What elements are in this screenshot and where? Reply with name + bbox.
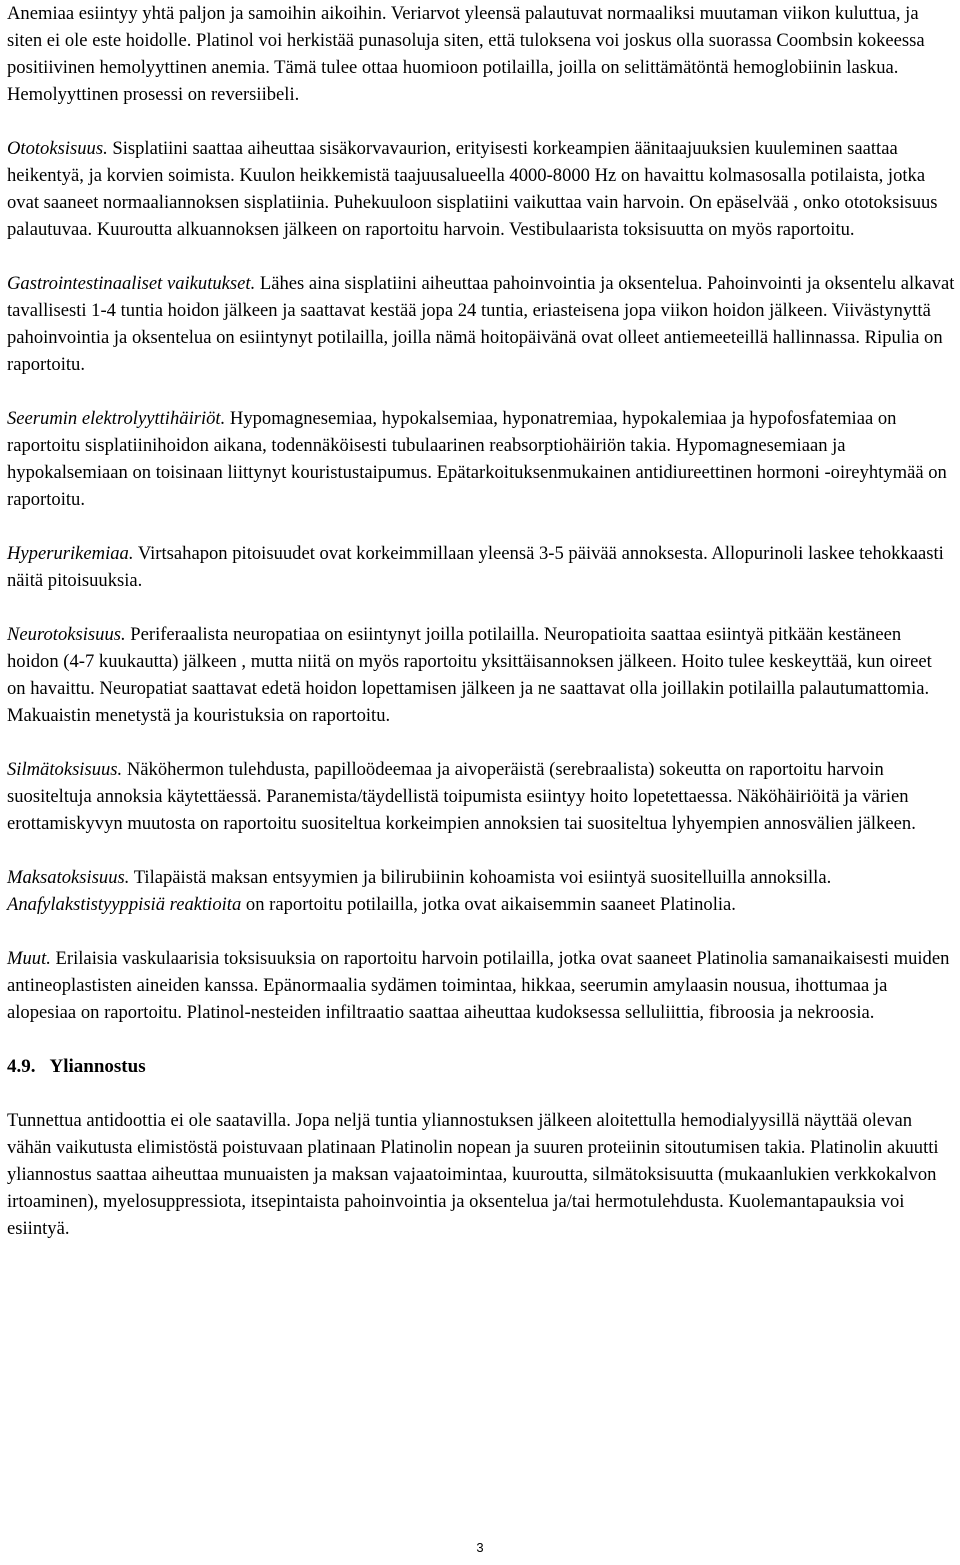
section-text: Näköhermon tulehdusta, papilloödeemaa ja aivoperäistä (serebraalista) sokeutta on raportoitu harvoin suositeltuja annoksia käytettäessä. Paranemista/täydellistä toipumista esiintyy hoito lopetettaessa. Näköhäiriöitä ja värien erottamiskyvyn muutosta on raportoitu suositeltua korkeimpien annoksien tai suositeltua lyhyempien annosvälien jälkeen. — [7, 759, 916, 834]
section-hepatotoxicity — [7, 864, 955, 891]
section-title: Anafylakstistyyppisiä reaktioita — [7, 894, 242, 915]
heading-number: 4.9. — [7, 1056, 36, 1077]
section-title: Gastrointestinaaliset vaikutukset. — [7, 273, 256, 294]
section-title: Ototoksisuus. — [7, 138, 108, 159]
section-title: Muut. — [7, 948, 51, 969]
overdose-paragraph: Tunnettua antidoottia ei ole saatavilla. Jopa neljä tuntia yliannostuksen jälkeen aloitettulla hemodialyysillä näyttää olevan vähän vaikutusta elimistöstä poistuvaan platinaan Platinolin nopean ja suuren proteiinin sitoutumisen takia. Platinolin akuutti yliannostus saattaa aiheuttaa munuaisten ja maksan vajaatoimintaa, kuuroutta, silmätoksisuutta (mukaanlukien verkkokalvon irtoaminen), myelosuppressiota, itsepintaista pahoinvointia ja oksentelua ja/tai hermotulehdusta. Kuolemantapauksia voi esiintyä. — [7, 1110, 939, 1239]
section-ototoxicity — [7, 135, 955, 243]
section-text: Erilaisia vaskulaarisia toksisuuksia on raportoitu harvoin potilailla, jotka ovat saaneet Platinolia samanaikaisesti muiden antineoplastisten aineiden kanssa. Epänormaalia sydämen toimintaa, hikkaa, seerumin amylaasin nousua, ihottumaa ja alopesiaa on raportoitu. Platinol-nesteiden infiltraatio saattaa aiheuttaa kudoksessa selluliittia, fibroosia ja nekroosia. — [7, 948, 950, 1023]
section-text: Hypomagnesemiaa, hypokalsemiaa, hyponatremiaa, hypokalemiaa ja hypofosfatemiaa on raportoitu sisplatiinihoidon aikana, todennäköisesti tubulaarinen reabsorptiohäiriön takia. Hypomagnesemiaan ja hypokalsemiaan on toisinaan liittynyt kouristustaipumus. Epätarkoituksenmukainen antidiureettinen hormoni -oireyhtymää on raportoitu. — [7, 408, 947, 510]
section-other — [7, 945, 955, 1026]
section-gastrointestinal — [7, 270, 955, 378]
section-text: Sisplatiini saattaa aiheuttaa sisäkorvavaurion, erityisesti korkeampien äänitaajuuksien kuuleminen saattaa heikentyä, ja korvien soimista. Kuulon heikkemistä taajuusalueella 4000-8000 Hz on havaittu kolmasosalla potilaista, jotka ovat saaneet normaaliannoksen sisplatiinia. Puhekuuloon sisplatiini vaikuttaa vain harvoin. On epäselvää , onko ototoksisuus palautuvaa. Kuuroutta alkuannoksen jälkeen on raportoitu harvoin. Vestibulaarista toksisuutta on myös raportoitu. — [7, 138, 938, 240]
section-hyperuricemia — [7, 540, 955, 594]
section-text: Tilapäistä maksan entsyymien ja bilirubiinin kohoamista voi esiintyä suositelluilla annoksilla. — [129, 867, 832, 888]
section-title: Hyperurikemiaa. — [7, 543, 134, 564]
section-neurotoxicity — [7, 621, 955, 729]
heading-title: Yliannostus — [49, 1056, 146, 1077]
section-text: Virtsahapon pitoisuudet ovat korkeimmillaan yleensä 3-5 päivää annoksesta. Allopurinoli laskee tehokkaasti näitä pitoisuuksia. — [7, 543, 944, 591]
section-heading — [7, 1053, 955, 1080]
section-text: Lähes aina sisplatiini aiheuttaa pahoinvointia ja oksentelua. Pahoinvointi ja oksentelu alkavat tavallisesti 1-4 tuntia hoidon jälkeen ja saattavat kestää jopa 24 tuntia, eriasteisena jopa viikon hoidon jälkeen. Viivästynyttä pahoinvointia ja oksentelua on esiintynyt potilailla, joilla nämä hoitopäivänä ovat olleet antiemeeteillä hallinnassa. Ripulia on raportoitu. — [7, 273, 955, 375]
section-title: Silmätoksisuus. — [7, 759, 123, 780]
section-text: on raportoitu potilailla, jotka ovat aikaisemmin saaneet Platinolia. — [241, 894, 736, 915]
section-ocular-toxicity — [7, 756, 955, 837]
document-page — [7, 0, 955, 1242]
page-number: 3 — [476, 1540, 484, 1555]
section-title: Neurotoksisuus. — [7, 624, 126, 645]
section-electrolytes — [7, 405, 955, 513]
section-title: Maksatoksisuus. — [7, 867, 130, 888]
section-text: Periferaalista neuropatiaa on esiintynyt joilla potilailla. Neuropatioita saattaa esiintyä pitkään kestäneen hoidon (4-7 kuukautta) jälkeen , mutta niitä on myös raportoitu yksittäisannoksen jälkeen. Hoito tulee keskeyttää, kun oireet on havaittu. Neuropatiat saattavat edetä hoidon lopettamisen jälkeen ja ne saattavat olla joillakin potilailla palautumattomia. Makuaistin menetystä ja kouristuksia on raportoitu. — [7, 624, 932, 726]
section-title: Seerumin elektrolyyttihäiriöt. — [7, 408, 226, 429]
section-anaphylactic — [7, 891, 955, 918]
intro-paragraph: Anemiaa esiintyy yhtä paljon ja samoihin aikoihin. Veriarvot yleensä palautuvat normaaliksi muutaman viikon kuluttua, ja siten ei ole este hoidolle. Platinol voi herkistää punasoluja siten, että tuloksena voi joskus olla suorassa Coombsin kokeessa positiivinen hemolyyttinen anemia. Tämä tulee ottaa huomioon potilailla, joilla on selittämätöntä hemoglobiinin laskua. Hemolyyttinen prosessi on reversiibeli. — [7, 3, 925, 105]
